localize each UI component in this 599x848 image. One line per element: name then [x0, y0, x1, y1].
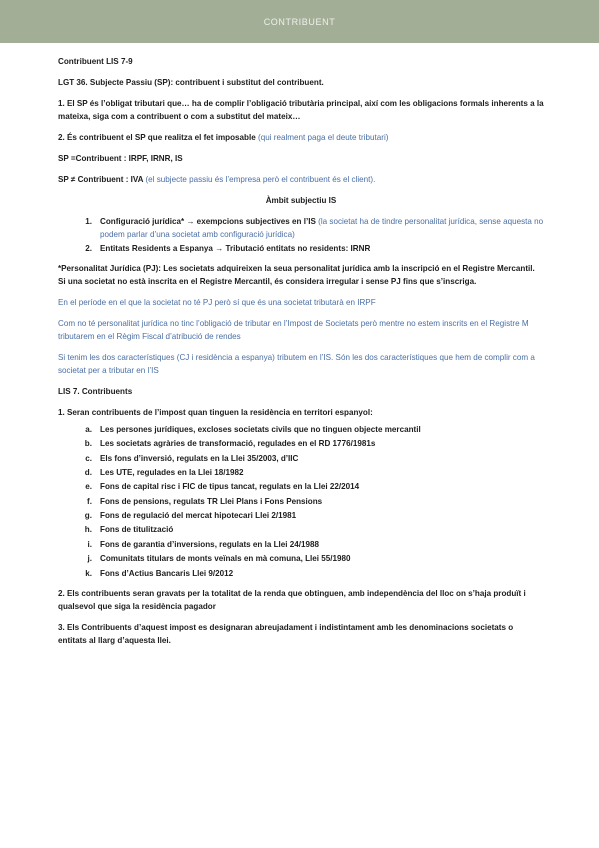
list-letter: g.: [84, 511, 92, 521]
lgt-paragraph: LGT 36. Subjecte Passiu (SP): contribuent i substitut del contribuent.: [58, 78, 324, 88]
blue-note-3: Si tenim les dos característiques (CJ i residència a espanya) tributem en l’IS. Són les dos característiques que hem de complir com a societat per a tributar en l’IS: [58, 353, 535, 375]
header-banner: [0, 0, 599, 43]
list-item: [58, 510, 544, 523]
list-letter: d.: [84, 467, 92, 477]
list-item-text: Comunitats titulars de monts veïnals en mà comuna, Llei 55/1980: [100, 554, 351, 564]
blue-note-1: En el període en el que la societat no té PJ però sí que és una societat tributarà en IRPF: [58, 298, 376, 308]
doc-heading: Contribuent LIS 7-9: [58, 57, 133, 66]
list-letter: e.: [85, 482, 92, 492]
list-item-text: Fons de garantia d’inversions, regulats en la Llei 24/1988: [100, 539, 320, 549]
list-item-text: Fons de capital risc i FIC de tipus tancat, regulats en la Llei 22/2014: [100, 482, 360, 492]
ambit-item-note: (la societat ha de tindre personalitat jurídica, sense aquesta no podem parlar d’una societat amb configuració jurídica): [100, 217, 544, 240]
lis7-point-1: 1. Seran contribuents de l’impost quan tinguen la residència en territori espanyol:: [58, 408, 373, 418]
pj-note: *Personalitat Jurídica (PJ): Les societats adquireixen la seua personalitat jurídica amb la inscripció en el Registre Mercantil. Si una societat no està inscrita en el Registre Mercantil, és considera irregular i sense PJ fins que s’inscriga.: [58, 264, 535, 287]
list-item-text: Les societats agràries de transformació, regulades en el RD 1776/1981s: [100, 439, 376, 449]
list-letter: f.: [87, 496, 92, 506]
sp-equal-line: SP =Contribuent : IRPF, IRNR, IS: [58, 154, 183, 164]
sp-not-equal-text: SP ≠ Contribuent : IVA: [58, 175, 146, 185]
list-item: [58, 568, 544, 581]
ambit-item-text: Entitats Residents a Espanya → Tributació entitats no residents: IRNR: [100, 243, 371, 253]
header-title: CONTRIBUENT: [263, 16, 336, 27]
list-item-text: Fons d’Actius Bancaris Llei 9/2012: [100, 568, 234, 578]
paragraph-1: 1. El SP és l’obligat tributari que… ha de complir l’obligació tributària principal, així com les obligacions formals inherents a la mateixa, siga com a contribuent o com a substitut del mateix…: [58, 99, 544, 121]
list-item-text: Les UTE, regulades en la Llei 18/1982: [100, 467, 244, 477]
list-item: [58, 481, 544, 494]
list-item-text: Fons de regulació del mercat hipotecari Llei 2/1981: [100, 511, 297, 521]
list-item-text: Els fons d’inversió, regulats en la Llei 35/2003, d’IIC: [100, 453, 299, 463]
list-item-text: Les persones jurídiques, excloses societats civils que no tinguen objecte mercantil: [100, 424, 421, 434]
document-body: [58, 56, 544, 656]
list-letter: k.: [85, 568, 92, 578]
list-number: 2.: [85, 243, 92, 253]
ambit-heading: Àmbit subjectiu IS: [265, 196, 337, 206]
list-number: 1.: [85, 217, 92, 227]
list-item: [58, 539, 544, 552]
lis7-heading: LIS 7. Contribuents: [58, 386, 133, 396]
list-letter: i.: [87, 539, 92, 549]
paragraph-2-note: (qui realment paga el deute tributari): [258, 132, 389, 142]
paragraph-2: [58, 132, 544, 145]
paragraph-2-text: 2. És contribuent el SP que realitza el fet imposable: [58, 132, 259, 142]
list-item: [58, 453, 544, 466]
list-item: [58, 467, 544, 480]
list-letter: j.: [87, 554, 92, 564]
list-item: [58, 553, 544, 566]
blue-note-2: Com no té personalitat jurídica no tinc l’obligació de tributar en l’Impost de Societats però mentre no estem inscrits en el Registre M tributarem en el Règim Fiscal d’atribució de rendes: [58, 319, 529, 342]
list-letter: b.: [84, 439, 92, 449]
lis7-point-2: 2. Els contribuents seran gravats per la totalitat de la renda que obtinguen, amb independència del lloc on s’haja produït i qualsevol que siga la residència pagador: [58, 589, 526, 612]
ambit-item-text: Configuració jurídica* → exempcions subjectives en l’IS: [100, 217, 319, 227]
sp-not-equal-note: (el subjecte passiu és l’empresa però el contribuent és el client).: [145, 175, 376, 185]
list-item: [58, 216, 544, 241]
contribuents-list: [58, 424, 544, 581]
list-item: [58, 524, 544, 537]
list-item: [58, 243, 544, 256]
list-item: [58, 496, 544, 509]
list-letter: h.: [84, 525, 92, 535]
list-letter: c.: [85, 453, 92, 463]
list-item: [58, 424, 544, 437]
lis7-point-3: 3. Els Contribuents d’aquest impost es designaran abreujadament i indistintament amb les denominacions societats o entitats al llarg d’aquesta llei.: [58, 623, 514, 645]
sp-not-equal-line: [58, 174, 544, 187]
list-letter: a.: [85, 424, 92, 434]
list-item-text: Fons de titulització: [100, 525, 174, 535]
list-item-text: Fons de pensions, regulats TR Llei Plans i Fons Pensions: [100, 496, 323, 506]
ambit-list: [58, 216, 544, 255]
list-item: [58, 438, 544, 451]
